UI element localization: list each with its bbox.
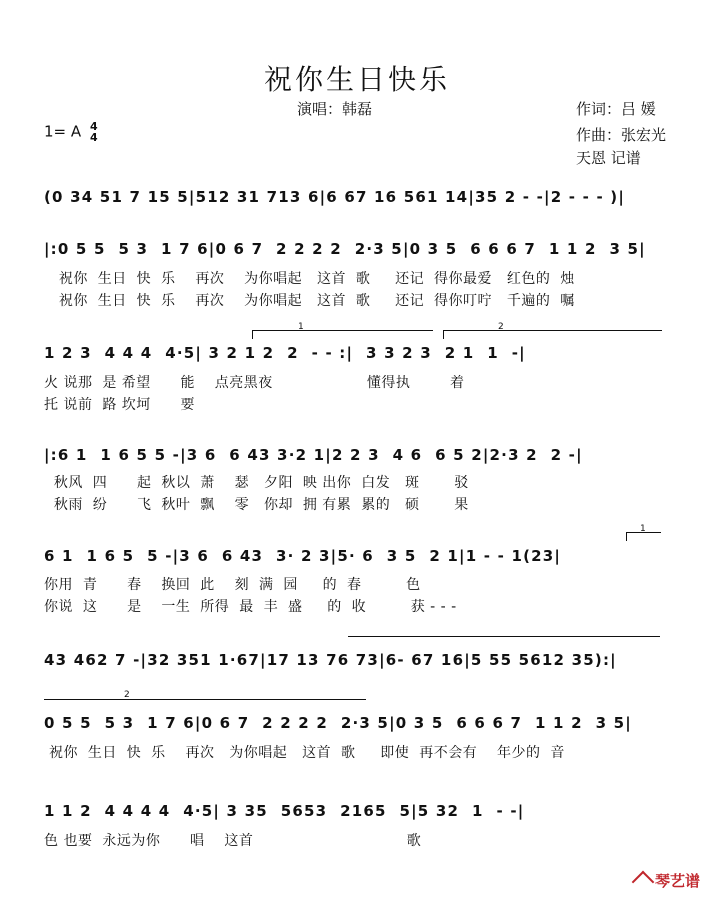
volta-number-b: 1 [640,524,646,534]
lyric-row-2-verse-2: 托 说前 路 坎坷 要 [44,397,196,413]
volta-bracket-1 [252,330,433,339]
score-row-intro: (0 34 51 7 15 5|512 31 713 6|6 67 16 561 14|35 2 - -|2 - - - )| [44,188,626,206]
time-bottom: 4 [89,131,98,144]
lyric-row-1-verse-2: 祝你 生日 快 乐 再次 为你唱起 这首 歌 还记 得你叮咛 千遍的 嘱 [44,293,575,309]
bracket-line [348,636,660,637]
composer: 作曲：张宏光 [576,126,667,144]
logo-text: 琴艺谱 [654,872,700,890]
volta-number-1: 1 [298,322,304,332]
lyric-row-7-verse-1: 色 也要 永远为你 唱 这首 歌 [44,833,422,849]
time-signature [90,121,98,143]
logo-mark-icon [632,870,655,893]
song-title: 祝你生日快乐 [263,63,450,96]
key-signature [44,121,98,143]
singer: 演唱：韩磊 [297,100,373,118]
volta-line-c [44,699,366,700]
score-row-3: |:6 1 1 6 5 5 -|3 6 6 43 3·2 1|2 2 3 4 6 6 5 2|2·3 2 2 -| [44,446,583,464]
score-row-1: |:0 5 5 5 3 1 7 6|0 6 7 2 2 2 2 2·3 5|0 3 5 6 6 6 7 1 1 2 3 5| [44,240,646,258]
lyricist: 作词：吕 媛 [576,100,656,118]
lyric-row-6-verse-1: 祝你 生日 快 乐 再次 为你唱起 这首 歌 即使 再不会有 年少的 音 [44,745,565,761]
score-row-2: 1 2 3 4 4 4 4·5| 3 2 1 2 2 - - :| 3 3 2 3 2 1 1 -| [44,344,526,362]
score-row-7: 1 1 2 4 4 4 4 4·5| 3 35 5653 2165 5|5 32 1 - -| [44,802,525,820]
volta-number-c: 2 [124,690,130,700]
lyric-row-3-verse-1: 秋风 四 起 秋以 萧 瑟 夕阳 映 出你 白发 斑 驳 [44,475,469,491]
lyric-row-3-verse-2: 秋雨 纷 飞 秋叶 飘 零 你却 拥 有累 累的 硕 果 [44,497,469,513]
site-logo [635,870,700,891]
score-row-5: 43 462 7 -|32 351 1·67|17 13 76 73|6- 67 16|5 55 5612 35):| [44,651,617,669]
volta-number-2: 2 [498,322,504,332]
lyric-row-1-verse-1: 祝你 生日 快 乐 再次 为你唱起 这首 歌 还记 得你最爱 红色的 烛 [44,271,575,287]
lyric-row-2-verse-1: 火 说那 是 希望 能 点亮黑夜 懂得执 着 [44,375,465,391]
time-top: 4 [89,120,98,133]
lyric-row-4-verse-1: 你用 青 春 换回 此 刻 满 园 的 春 色 [44,577,421,593]
score-row-4: 6 1 1 6 5 5 -|3 6 6 43 3· 2 3|5· 6 3 5 2 1|1 - - 1(23| [44,547,562,565]
score-row-6: 0 5 5 5 3 1 7 6|0 6 7 2 2 2 2 2·3 5|0 3 5 6 6 6 7 1 1 2 3 5| [44,714,632,732]
transcriber: 天恩 记谱 [576,149,641,167]
lyric-row-4-verse-2: 你说 这 是 一生 所得 最 丰 盛 的 收 获 - - - [44,599,457,615]
volta-bracket-2 [443,330,662,339]
key-label: 1= A [44,122,82,141]
